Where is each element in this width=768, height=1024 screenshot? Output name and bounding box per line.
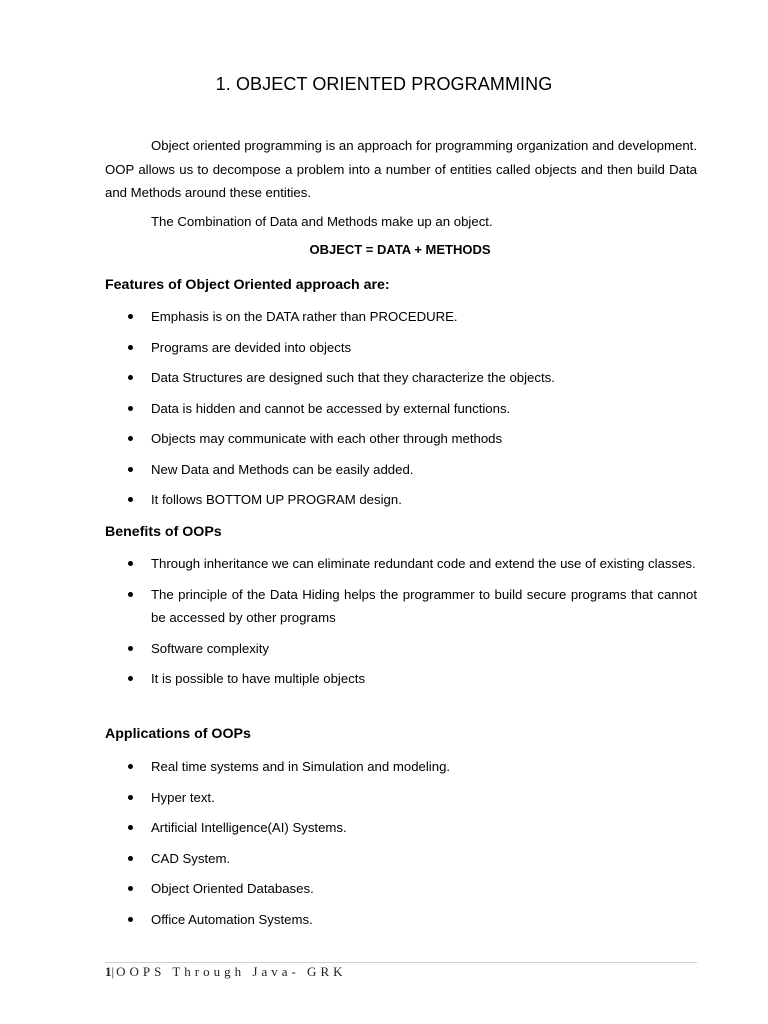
list-item-text: Object Oriented Databases. bbox=[151, 881, 314, 896]
list-item bbox=[105, 552, 697, 576]
features-heading: Features of Object Oriented approach are: bbox=[105, 277, 390, 293]
list-item bbox=[105, 877, 697, 901]
applications-list bbox=[105, 755, 697, 938]
bullet-icon bbox=[128, 676, 133, 681]
list-item bbox=[105, 336, 697, 360]
bullet-icon bbox=[128, 436, 133, 441]
bullet-icon bbox=[128, 467, 133, 472]
list-item bbox=[105, 458, 697, 482]
bullet-icon bbox=[128, 886, 133, 891]
bullet-icon bbox=[128, 764, 133, 769]
footer-text: OOPS Through Java- GRK bbox=[116, 964, 347, 979]
benefits-heading: Benefits of OOPs bbox=[105, 524, 222, 540]
list-item bbox=[105, 786, 697, 810]
list-item bbox=[105, 488, 697, 512]
page-footer bbox=[105, 964, 347, 980]
list-item bbox=[105, 847, 697, 871]
list-item-text: CAD System. bbox=[151, 850, 231, 866]
list-item bbox=[105, 366, 697, 390]
list-item-text: It follows BOTTOM UP PROGRAM design. bbox=[151, 492, 402, 507]
list-item bbox=[105, 637, 697, 661]
bullet-icon bbox=[128, 314, 133, 319]
list-item bbox=[105, 397, 697, 421]
bullet-icon bbox=[128, 795, 133, 800]
bullet-icon bbox=[128, 406, 133, 411]
list-item bbox=[105, 755, 697, 779]
list-item bbox=[105, 908, 697, 932]
list-item-text: Emphasis is on the DATA rather than PROCEDURE. bbox=[151, 309, 458, 324]
combination-paragraph: The Combination of Data and Methods make up an object. bbox=[151, 214, 493, 229]
benefits-list bbox=[105, 552, 697, 698]
intro-paragraph: Object oriented programming is an approach for programming organization and development. OOP allows us to decompose a problem into a number of entities called objects and then build Data and Methods around these entities. bbox=[105, 138, 697, 200]
list-item-text: Data is hidden and cannot be accessed by external functions. bbox=[151, 400, 511, 416]
features-list bbox=[105, 305, 697, 519]
list-item-text: It is possible to have multiple objects bbox=[151, 671, 366, 686]
list-item-text: Programs are devided into objects bbox=[151, 339, 352, 355]
bullet-icon bbox=[128, 917, 133, 922]
list-item-text: Hyper text. bbox=[151, 789, 215, 805]
footer-divider bbox=[105, 962, 697, 963]
list-item bbox=[105, 583, 697, 630]
page-number: 1 bbox=[105, 964, 112, 979]
list-item-text: Through inheritance we can eliminate redundant code and extend the use of existing classes. bbox=[151, 556, 696, 571]
page-title: 1. OBJECT ORIENTED PROGRAMMING bbox=[215, 74, 553, 94]
list-item-text: Objects may communicate with each other through methods bbox=[151, 431, 503, 446]
bullet-icon bbox=[128, 825, 133, 830]
list-item bbox=[105, 816, 697, 840]
bullet-icon bbox=[128, 592, 133, 597]
object-formula: OBJECT = DATA + METHODS bbox=[309, 242, 491, 257]
bullet-icon bbox=[128, 345, 133, 350]
bullet-icon bbox=[128, 856, 133, 861]
list-item-text: Artificial Intelligence(AI) Systems. bbox=[151, 820, 347, 835]
footer-separator: | bbox=[111, 964, 115, 979]
bullet-icon bbox=[128, 561, 133, 566]
list-item-text: Office Automation Systems. bbox=[151, 911, 313, 927]
list-item-text: Real time systems and in Simulation and modeling. bbox=[151, 759, 451, 774]
bullet-icon bbox=[128, 497, 133, 502]
bullet-icon bbox=[128, 375, 133, 380]
list-item-text: Data Structures are designed such that they characterize the objects. bbox=[151, 370, 555, 385]
list-item bbox=[105, 305, 697, 329]
list-item-text: New Data and Methods can be easily added. bbox=[151, 461, 414, 477]
list-item-text: The principle of the Data Hiding helps the programmer to build secure programs that cannot be accessed by other programs bbox=[151, 586, 697, 625]
list-item bbox=[105, 667, 697, 691]
bullet-icon bbox=[128, 646, 133, 651]
list-item bbox=[105, 427, 697, 451]
list-item-text: Software complexity bbox=[151, 640, 269, 656]
applications-heading: Applications of OOPs bbox=[105, 726, 251, 742]
